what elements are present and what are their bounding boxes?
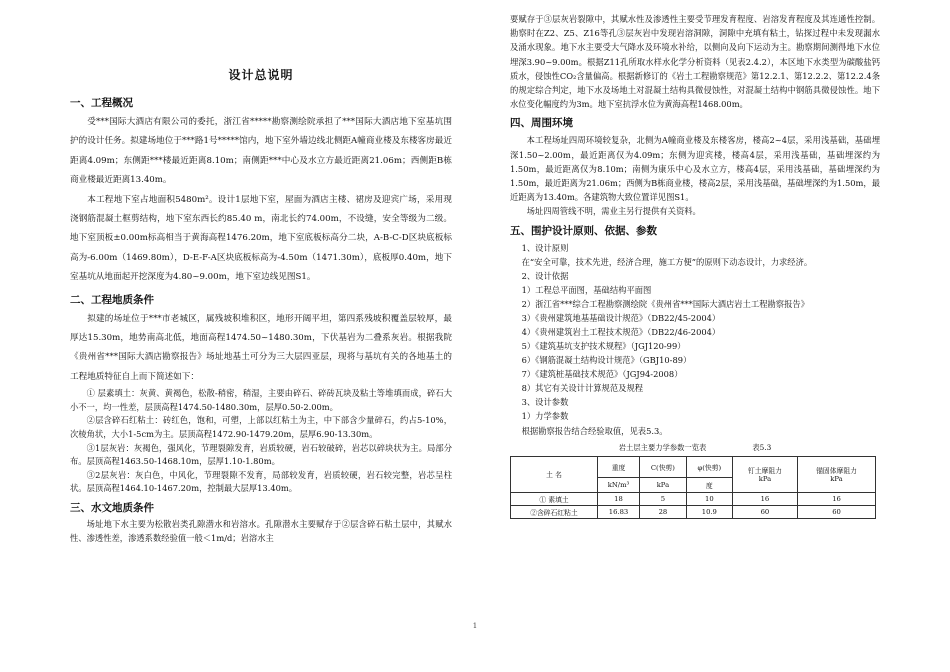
design-basis-list	[510, 283, 880, 395]
design-basis-ref: 6）《钢筋混凝土结构设计规范》（GBJ10-89）	[521, 355, 692, 366]
section-heading-surroundings: 四、周围环境	[510, 117, 573, 130]
table-header-cohesion: C(快剪)	[640, 456, 687, 477]
table-cell: 18	[598, 492, 640, 505]
surroundings-paragraph-1: 本工程场址四周环境较复杂，北侧为A幢商业楼及东楼客房，楼高2~4层，采用浅基础，基础埋深1.50~2.00m，最近距离仅为4.09m；东侧为迎宾楼，楼高4层，采用浅基础，基础埋深约为1.50m，最近距离仅为8.10m；南侧为康乐中心及水立方，楼高4层，采用浅基础，基础埋深约为1.50m，最近距离为21.06m；西侧为B栋商业楼，楼高2层，采用浅基础，基础埋深约为1.50m，最近距离为13.40m。各建筑物大致位置详见图S1。	[510, 135, 880, 203]
table-cell: 5	[640, 492, 687, 505]
table-caption	[510, 442, 880, 454]
overview-paragraph-1: 受***国际大酒店有限公司的委托，浙江省*****勘察测绘院承担了***国际大酒店地下室基坑围护的设计任务。拟建场地位于***路1号*****馆内，地下室外墙边线北侧距A幢商业楼及东楼客房最近距离4.09m；东侧距***楼最近距离8.10m；南侧距***中心及水立方最近距离21.06m；西侧距B栋商业楼最近距离13.40m。	[70, 117, 452, 186]
geology-paragraph: 拟建的场址位于***市老城区，属残坡积堆积区，地形开阔平坦，第四系残坡积覆盖层较厚，最厚达15.30m，地势南高北低，地面高程1474.50~1480.30m，下伏基岩为二叠系灰岩。根据我院《贵州省***国际大酒店勘察报告》场址地基土可分为三大层四亚层，现将与基坑有关的各地基土的工程地质特征自上而下简述如下：	[70, 313, 452, 382]
table-header-friction-angle: φ(快剪)	[686, 456, 732, 477]
table-cell: 28	[640, 505, 687, 518]
table-cell: ②含碎石红粘土	[511, 505, 598, 518]
table-cell: 16	[732, 492, 797, 505]
table-cell: ① 素填土	[511, 492, 598, 505]
table-cell: 60	[798, 505, 876, 518]
design-basis-ref: 8）其它有关设计计算规范及规程	[521, 383, 644, 394]
design-basis-ref: 4）《贵州建筑岩土工程技术规范》（DB22/46-2004）	[521, 327, 721, 338]
table-unit-unit-weight: kN/m³	[598, 477, 640, 492]
table-number: 表5.3	[752, 442, 772, 452]
soil-parameter-table	[510, 456, 876, 519]
table-unit-cohesion: kPa	[640, 477, 687, 492]
table-row	[511, 505, 876, 518]
section-heading-overview: 一、工程概况	[70, 97, 133, 109]
table-cell: 10.9	[686, 505, 732, 518]
hydro-paragraph-continued: 要赋存于③层灰岩裂隙中，其赋水性及渗透性主要受节理发育程度、岩溶发育程度及其连通性控制。勘察时在Z2、Z5、Z16等孔③层灰岩中发现岩溶洞隙，洞隙中充填有粘土，钻探过程中未发现漏水及涌水现象。地下水主要受大气降水及环境水补给，以侧向及向下运动为主。勘察期间测得地下水位埋深3.90~9.00m。根据Z11孔所取水样水化学分析资料（见表2.4.2），本区地下水类型为碳酸盐钙质水，侵蚀性CO₂含量偏高。根据新修订的《岩土工程勘察规范》第12.2.1、第12.2.2、第12.2.4条的规定综合判定，地下水及场地土对混凝土结构具微侵蚀性，对混凝土结构中钢筋具微侵蚀性。地下水位变化幅度约为3m。地下室抗浮水位为黄海高程1468.00m。	[510, 14, 880, 110]
geology-layer-2: ②层含碎石红粘土：砖红色，饱和，可塑，上部以红粘土为主，中下部含少量碎石，约占5-10%，次棱角状，大小1-5cm为主。层顶高程1472.90-1479.20m，层厚6.90-13.30m。	[70, 415, 452, 440]
document-title: 设计总说明	[228, 68, 294, 82]
design-basis-ref: 3）《贵州建筑地基基础设计规范》（DB22/45-2004）	[521, 313, 721, 324]
design-parameters-item: 3、设计参数	[521, 397, 569, 408]
design-basis-ref: 1）工程总平面图，基础结构平面图	[521, 285, 652, 296]
section-heading-hydro: 三、水文地质条件	[70, 502, 154, 515]
table-unit-friction-angle: 度	[686, 477, 732, 492]
table-row	[511, 492, 876, 505]
geology-layer-3-2: ③2层灰岩：灰白色，中风化，节理裂隙不发育，局部较发育，岩质较硬，岩石较完整，岩芯呈柱状。层顶高程1464.10-1467.20m，控制最大层厚13.40m。	[70, 469, 452, 494]
design-basis-ref: 7）《建筑桩基础技术规范》（JGJ94-2008）	[521, 369, 683, 380]
design-basis-ref: 2）浙江省***综合工程勘察测绘院《贵州省***国际大酒店岩土工程勘察报告》	[521, 299, 809, 310]
section-heading-principles: 五、围护设计原则、依据、参数	[510, 224, 657, 237]
geology-layer-3-1: ③1层灰岩：灰褐色，强风化，节理裂隙发育，岩质较硬，岩石较破碎，岩芯以碎块状为主。局部分布。层顶高程1463.50-1468.10m，层厚1.10-1.80m。	[70, 442, 452, 467]
table-header-nail-friction: 钉土摩阻力 kPa	[732, 456, 797, 492]
overview-paragraph-2: 本工程地下室占地面积5480m²。设计1层地下室，屋面为酒店主楼、裙房及迎宾广场，采用现浇钢筋混凝土框剪结构，地下室东西长约85.40 m，南北长约74.00m，不设缝，安全等级为二级。地下室顶板±0.00m标高相当于黄海高程1476.20m，地下室底板标高分二块，A-B-C-D区块底板标高为-6.00m（1469.80m），D-E-F-A区块底板标高为-4.50m（1471.30m），底板厚0.40m，地下室基坑从地面起开挖深度为4.80~9.00m，地下室边线见图S1。	[70, 194, 452, 283]
table-header-anchor-friction: 锚固体摩阻力 kPa	[798, 456, 876, 492]
table-cell: 16.83	[598, 505, 640, 518]
section-heading-geology: 二、工程地质条件	[70, 293, 154, 306]
right-column	[510, 12, 880, 519]
design-basis-item: 2、设计依据	[521, 271, 569, 282]
page-number: 1	[472, 622, 478, 630]
table-header-unit-weight: 重度	[598, 456, 640, 477]
hydro-paragraph-start: 场址地下水主要为松散岩类孔隙潜水和岩溶水。孔隙潜水主要赋存于②层含碎石粘土层中，其赋水性、渗透性差，渗透系数经验值一般＜1m/d；岩溶水主	[70, 519, 452, 543]
geology-layer-1: ① 层素填土：灰黄、黄褐色，松散-稍密，稍湿，主要由碎石、碎砖瓦块及粘土等堆填而成，碎石大小不一，均一性差，层顶高程1474.50-1480.30m，层厚0.50-2.00m。	[70, 388, 452, 412]
left-column	[70, 66, 452, 545]
surroundings-paragraph-2: 场址四周管线不明，需业主另行提供有关资料。	[526, 206, 701, 217]
mechanical-parameters-text: 根据勘察报告结合经验取值，见表5.3。	[521, 425, 668, 436]
design-principle-item: 1、设计原则	[521, 242, 569, 253]
table-cell: 60	[732, 505, 797, 518]
table-title: 岩土层主要力学参数一览表	[618, 442, 707, 452]
table-cell: 10	[686, 492, 732, 505]
table-header-soil-name: 土 名	[511, 456, 598, 492]
design-basis-ref: 5）《建筑基坑支护技术规程》（JGJ120-99）	[521, 341, 686, 352]
mechanical-parameters-item: 1）力学参数	[521, 411, 569, 422]
design-principle-text: 在“安全可靠，技术先进，经济合理，施工方便”的原则下动态设计，力求经济。	[521, 256, 813, 267]
table-cell: 16	[798, 492, 876, 505]
